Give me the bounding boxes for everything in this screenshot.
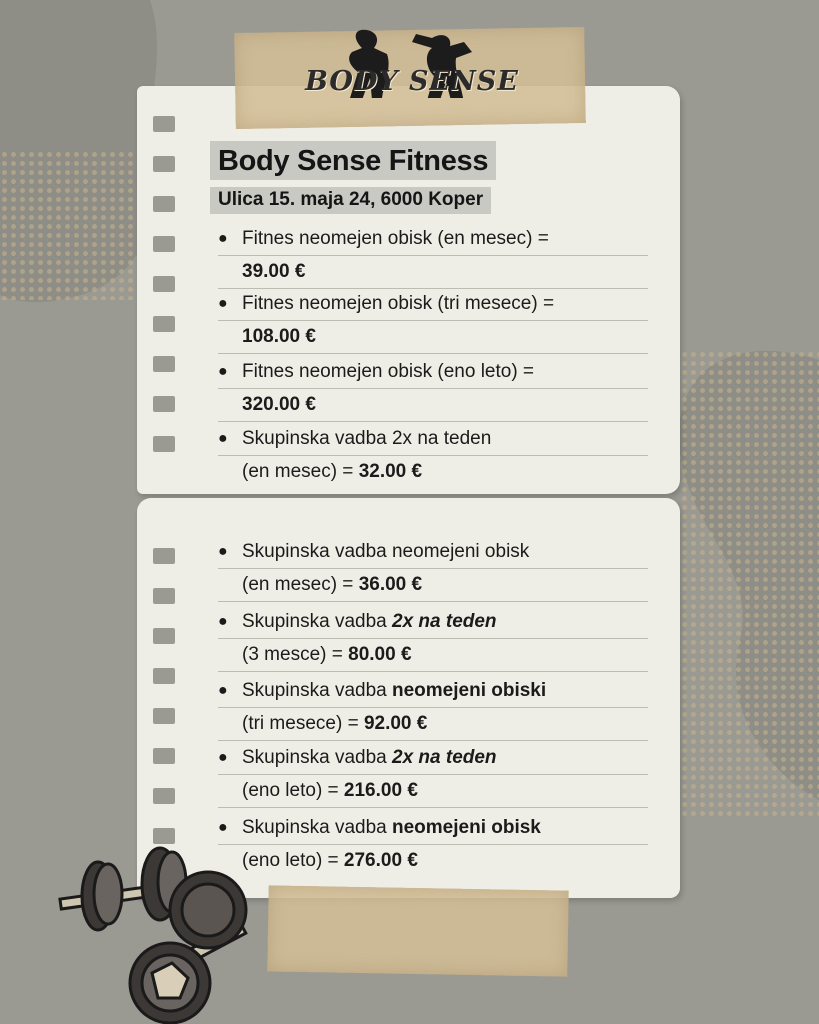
address: Ulica 15. maja 24, 6000 Koper bbox=[218, 189, 484, 210]
bullet-icon: ● bbox=[218, 749, 228, 766]
price-item-label: Fitnes neomejen obisk (eno leto) = bbox=[218, 356, 648, 389]
price-item-label: Skupinska vadba neomejeni obisk bbox=[218, 536, 648, 569]
spiral-holes bbox=[153, 106, 175, 474]
price-item-value: (eno leto) = 276.00 € bbox=[242, 850, 418, 871]
price-item bbox=[218, 606, 648, 672]
price-item-label: Skupinska vadba 2x na teden bbox=[218, 742, 648, 775]
dot-pattern-left bbox=[0, 150, 150, 300]
price-item bbox=[218, 423, 648, 488]
price-item-value: (tri mesece) = 92.00 € bbox=[218, 708, 648, 741]
bullet-icon: ● bbox=[218, 230, 228, 247]
page-title: Body Sense Fitness bbox=[218, 145, 489, 177]
price-item bbox=[218, 675, 648, 741]
tape-bottom bbox=[267, 885, 568, 976]
price-item bbox=[218, 812, 648, 877]
bullet-icon: ● bbox=[218, 363, 228, 380]
address-highlight bbox=[210, 187, 491, 214]
price-item-value: 39.00 € bbox=[218, 256, 648, 289]
price-item-value: 320.00 € bbox=[218, 389, 648, 422]
spiral-holes bbox=[153, 518, 175, 878]
bullet-icon: ● bbox=[218, 430, 228, 447]
bullet-icon: ● bbox=[218, 543, 228, 560]
bullet-icon: ● bbox=[218, 295, 228, 312]
title-highlight bbox=[210, 141, 496, 180]
logo-text: BODY SENSE bbox=[305, 66, 519, 97]
price-item-label: Fitnes neomejen obisk (en mesec) = bbox=[218, 223, 648, 256]
price-item-value: (eno leto) = 216.00 € bbox=[218, 775, 648, 808]
dot-pattern-right bbox=[680, 350, 819, 820]
dumbbell-icon bbox=[40, 838, 260, 1024]
bullet-icon: ● bbox=[218, 613, 228, 630]
price-item bbox=[218, 223, 648, 289]
price-item-label: Skupinska vadba neomejeni obiski bbox=[218, 675, 648, 708]
logo bbox=[292, 52, 532, 122]
price-item bbox=[218, 536, 648, 602]
price-item-value: (en mesec) = 36.00 € bbox=[218, 569, 648, 602]
price-item-value: (3 mesce) = 80.00 € bbox=[218, 639, 648, 672]
bullet-icon: ● bbox=[218, 819, 228, 836]
price-item-value: (en mesec) = 32.00 € bbox=[242, 461, 423, 482]
price-item-label: Skupinska vadba 2x na teden bbox=[218, 423, 648, 456]
price-item-value: 108.00 € bbox=[218, 321, 648, 354]
price-item bbox=[218, 356, 648, 422]
price-item bbox=[218, 288, 648, 354]
price-item bbox=[218, 742, 648, 808]
price-item-label: Skupinska vadba 2x na teden bbox=[218, 606, 648, 639]
price-item-label: Skupinska vadba neomejeni obisk bbox=[218, 812, 648, 845]
bullet-icon: ● bbox=[218, 682, 228, 699]
price-item-label: Fitnes neomejen obisk (tri mesece) = bbox=[218, 288, 648, 321]
